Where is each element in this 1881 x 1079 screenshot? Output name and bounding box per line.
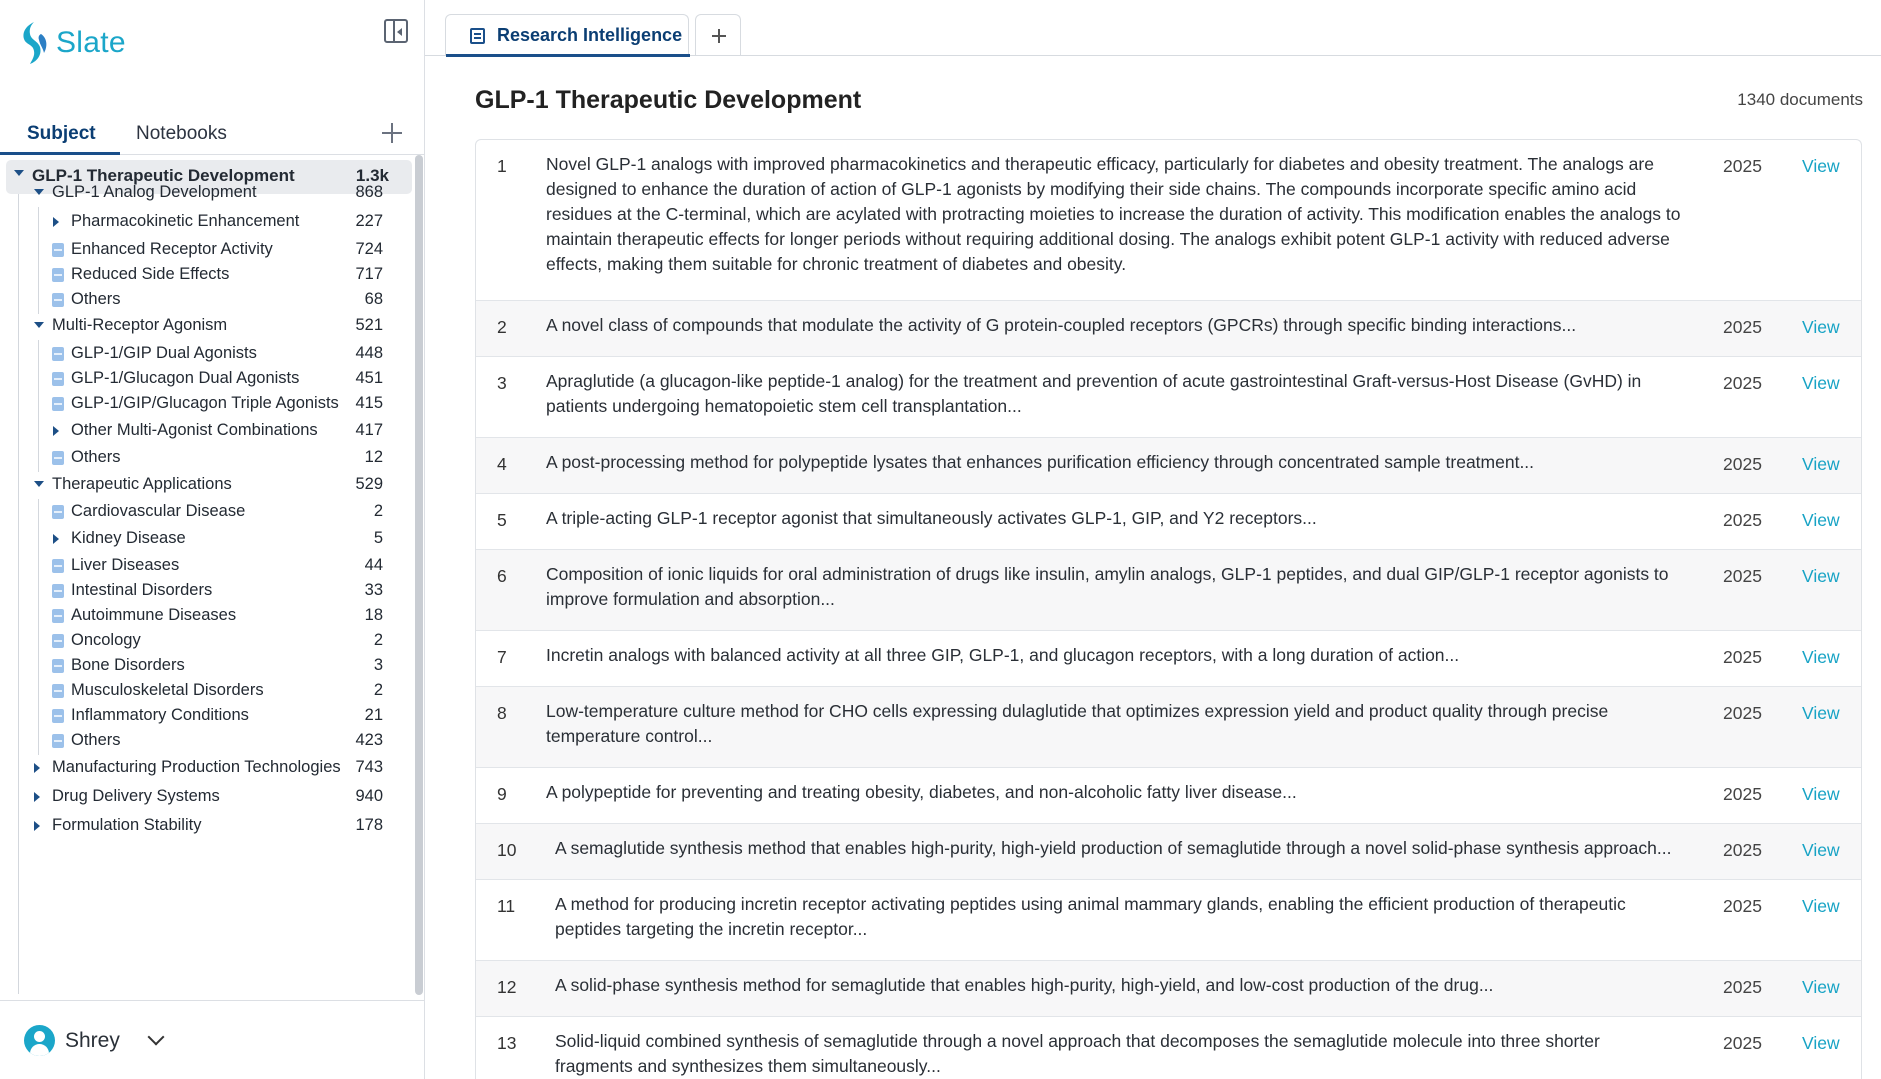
- tree-item-label: Others: [71, 290, 121, 308]
- tree-item-label: Kidney Disease: [71, 529, 186, 547]
- row-number: 9: [497, 784, 507, 804]
- caret-right-icon[interactable]: [34, 763, 40, 773]
- tree-item-count: 44: [364, 556, 383, 574]
- tree-item-count: 2: [373, 631, 383, 649]
- document-icon: [52, 347, 64, 361]
- document-summary: [555, 892, 1626, 942]
- view-link[interactable]: View: [1802, 566, 1840, 586]
- tree-item-count: 3: [373, 656, 383, 674]
- view-link[interactable]: View: [1802, 896, 1840, 916]
- view-link[interactable]: View: [1802, 840, 1840, 860]
- tree-item[interactable]: [0, 783, 410, 813]
- summary-line: Composition of ionic liquids for oral administration of drugs like insulin, amylin analogs, GLP-1 peptides, and dual GIP/GLP-1 receptor agonists to: [546, 564, 1669, 584]
- tree-item-count: 724: [355, 240, 383, 258]
- tree-item-count: 68: [364, 290, 383, 308]
- table-row[interactable]: [476, 687, 1861, 768]
- tree-item-label: Enhanced Receptor Activity: [71, 240, 273, 258]
- avatar: [24, 1025, 55, 1056]
- tree-item-label: Oncology: [71, 631, 141, 649]
- summary-line: A post-processing method for polypeptide lysates that enhances purification efficiency through concentrated sample treatment...: [546, 452, 1535, 472]
- caret-down-icon[interactable]: [34, 481, 44, 487]
- user-name: Shrey: [65, 1029, 120, 1052]
- tab-label: Research Intelligence: [497, 25, 683, 45]
- document-icon: [52, 659, 64, 673]
- row-number: 11: [497, 896, 516, 916]
- document-count: 1340 documents: [1737, 90, 1863, 109]
- document-icon: [52, 584, 64, 598]
- tab-research-intelligence[interactable]: [445, 14, 689, 56]
- document-summary: [546, 643, 1459, 668]
- tree-item-count: 940: [355, 787, 383, 805]
- view-link[interactable]: View: [1802, 373, 1840, 393]
- active-tab-indicator: [446, 54, 690, 57]
- tree-item-count: 178: [355, 816, 383, 834]
- document-summary: [546, 562, 1669, 612]
- document-summary: [555, 836, 1671, 861]
- tree-item-count: 448: [355, 344, 383, 362]
- tree-item-count: 417: [355, 421, 383, 439]
- table-row[interactable]: [476, 1017, 1861, 1079]
- document-summary: [555, 973, 1493, 998]
- table-row[interactable]: [476, 140, 1861, 301]
- subject-tree: [0, 160, 424, 1000]
- document-icon: [52, 451, 64, 465]
- document-year: 2025: [1723, 566, 1762, 586]
- tree-item[interactable]: [0, 208, 410, 238]
- tree-item[interactable]: [0, 444, 410, 474]
- row-number: 8: [497, 703, 507, 723]
- row-number: 13: [497, 1033, 517, 1053]
- slate-logo[interactable]: [20, 20, 126, 66]
- tree-item-label: GLP-1 Therapeutic Development: [32, 166, 295, 185]
- tree-item[interactable]: [0, 312, 410, 342]
- tree-item-label: Multi-Receptor Agonism: [52, 316, 228, 334]
- caret-right-icon[interactable]: [53, 534, 59, 544]
- document-summary: [546, 313, 1576, 338]
- document-icon: [52, 293, 64, 307]
- tab-notebooks[interactable]: Notebooks: [136, 123, 227, 144]
- summary-line: designed to enhance the duration of action of GLP-1 agonists by modifying their side chains. The compounds incorporate specific amino acid: [546, 179, 1637, 199]
- document-year: 2025: [1723, 977, 1762, 997]
- document-year: 2025: [1723, 840, 1762, 860]
- tree-item[interactable]: [0, 390, 410, 420]
- document-summary: [546, 450, 1534, 475]
- tree-item-count: 415: [355, 394, 383, 412]
- document-summary: [546, 152, 1681, 277]
- tree-item-count: 2: [373, 502, 383, 520]
- tree-item-label: GLP-1 Analog Development: [52, 183, 257, 201]
- tree-item-label: GLP-1/GIP Dual Agonists: [71, 344, 257, 362]
- tab-subject[interactable]: Subject: [27, 123, 96, 144]
- document-icon: [52, 734, 64, 748]
- document-icon: [52, 243, 64, 257]
- tree-item-count: 521: [355, 316, 383, 334]
- tree-item[interactable]: [0, 471, 410, 501]
- table-row[interactable]: [476, 357, 1861, 438]
- summary-line: temperature control...: [546, 726, 713, 746]
- caret-right-icon[interactable]: [53, 426, 59, 436]
- summary-line: fragments and synthesizes them simultaneously...: [555, 1056, 941, 1076]
- table-row[interactable]: [476, 880, 1861, 961]
- document-year: 2025: [1723, 454, 1762, 474]
- tree-item-count: 743: [355, 758, 383, 776]
- document-icon: [52, 268, 64, 282]
- view-link[interactable]: View: [1802, 977, 1840, 997]
- tree-item-label: Bone Disorders: [71, 656, 185, 674]
- tree-item-label: Formulation Stability: [52, 816, 202, 834]
- tree-item-count: 18: [364, 606, 383, 624]
- document-icon: [52, 609, 64, 623]
- tree-item-count: 1.3k: [355, 166, 389, 185]
- document-summary: [546, 699, 1608, 749]
- tree-item-label: Reduced Side Effects: [71, 265, 230, 283]
- caret-down-icon[interactable]: [14, 170, 24, 176]
- tree-item-label: Drug Delivery Systems: [52, 787, 220, 805]
- tree-item-label: Therapeutic Applications: [52, 475, 232, 493]
- tree-item-count: 868: [355, 183, 383, 201]
- tree-item-label: Inflammatory Conditions: [71, 706, 249, 724]
- table-row[interactable]: [476, 631, 1861, 687]
- summary-line: Apraglutide (a glucagon-like peptide-1 analog) for the treatment and prevention of acute gastrointestinal Graft-versus-Host Disease (GvHD) in: [546, 371, 1642, 391]
- tree-item-count: 5: [373, 529, 383, 547]
- app-name: Slate: [56, 26, 126, 59]
- document-year: 2025: [1723, 784, 1762, 804]
- document-icon: [470, 28, 485, 44]
- summary-line: Solid-liquid combined synthesis of semaglutide through a novel approach that decomposes the semaglutide molecule into three shorter: [555, 1031, 1600, 1051]
- tree-item[interactable]: [0, 727, 410, 757]
- tree-item-label: Musculoskeletal Disorders: [71, 681, 264, 699]
- tree-item-count: 529: [355, 475, 383, 493]
- tree-item[interactable]: [0, 498, 410, 528]
- tree-item[interactable]: [0, 417, 410, 447]
- active-tab-indicator: [0, 152, 120, 155]
- table-row[interactable]: [476, 494, 1861, 550]
- summary-line: A triple-acting GLP-1 receptor agonist that simultaneously activates GLP-1, GIP, and Y2 receptors...: [546, 508, 1317, 528]
- summary-line: A novel class of compounds that modulate the activity of G protein-coupled receptors (GPCRs) through specific binding interactions...: [546, 315, 1577, 335]
- tree-item-count: 423: [355, 731, 383, 749]
- tree-item-count: 227: [355, 212, 383, 230]
- document-summary: [546, 780, 1297, 805]
- row-number: 6: [497, 566, 507, 586]
- caret-down-icon[interactable]: [34, 189, 44, 195]
- slate-logo-icon: [20, 20, 52, 66]
- new-tab-button[interactable]: [695, 14, 741, 56]
- caret-right-icon[interactable]: [34, 792, 40, 802]
- summary-line: A polypeptide for preventing and treating obesity, diabetes, and non-alcoholic fatty liver disease...: [546, 782, 1297, 802]
- tree-item-count: 33: [364, 581, 383, 599]
- tree-item-label: Liver Diseases: [71, 556, 180, 574]
- tree-item[interactable]: [0, 812, 410, 842]
- caret-right-icon[interactable]: [53, 217, 59, 227]
- tree-item-label: Manufacturing Production Technologies: [52, 758, 341, 776]
- summary-line: effects, making them suitable for chronic treatment of diabetes and obesity.: [546, 254, 1127, 274]
- tree-item-label: Cardiovascular Disease: [71, 502, 246, 520]
- tree-item-count: 21: [364, 706, 383, 724]
- table-row[interactable]: [476, 824, 1861, 880]
- view-link[interactable]: View: [1802, 703, 1840, 723]
- document-list: [475, 139, 1862, 1079]
- summary-line: Low-temperature culture method for CHO cells expressing dulaglutide that optimizes expression yield and product quality through precise: [546, 701, 1609, 721]
- summary-line: A method for producing incretin receptor activating peptides using animal mammary glands, enabling the efficient production of therapeutic: [555, 894, 1626, 914]
- add-icon[interactable]: [380, 121, 404, 145]
- tree-item-label: GLP-1/GIP/Glucagon Triple Agonists: [71, 394, 339, 412]
- tree-item[interactable]: [0, 179, 410, 209]
- summary-line: Incretin analogs with balanced activity at all three GIP, GLP-1, and glucagon receptors, with a long duration of action...: [546, 645, 1460, 665]
- summary-line: maintain therapeutic effects for longer periods without requiring additional dosing. The analogs exhibit potent GLP-1 activity with reduced adverse: [546, 229, 1670, 249]
- tree-item-count: 12: [364, 448, 383, 466]
- document-icon: [52, 709, 64, 723]
- table-row[interactable]: [476, 438, 1861, 494]
- tree-item-label: Other Multi-Agonist Combinations: [71, 421, 318, 439]
- summary-line: patients undergoing hematopoietic stem cell transplantation...: [546, 396, 1022, 416]
- tree-item-count: 717: [355, 265, 383, 283]
- document-year: 2025: [1723, 647, 1762, 667]
- document-summary: [555, 1029, 1600, 1079]
- document-year: 2025: [1723, 703, 1762, 723]
- table-row[interactable]: [476, 550, 1861, 631]
- tree-item-label: Others: [71, 731, 121, 749]
- view-link[interactable]: View: [1802, 784, 1840, 804]
- summary-line: A semaglutide synthesis method that enables high-purity, high-yield production of semaglutide through a novel solid-phase synthesis approach...: [555, 838, 1672, 858]
- tree-item-label: Pharmacokinetic Enhancement: [71, 212, 300, 230]
- document-year: 2025: [1723, 896, 1762, 916]
- row-number: 4: [497, 454, 507, 474]
- row-number: 12: [497, 977, 517, 997]
- user-menu[interactable]: [0, 1000, 424, 1079]
- tree-item[interactable]: [0, 525, 410, 555]
- view-link[interactable]: View: [1802, 317, 1840, 337]
- tree-item-label: Others: [71, 448, 121, 466]
- tree-item[interactable]: [0, 754, 410, 784]
- view-link[interactable]: View: [1802, 156, 1840, 176]
- summary-line: A solid-phase synthesis method for semaglutide that enables high-purity, high-yield, and low-cost production of the drug...: [555, 975, 1494, 995]
- row-number: 1: [497, 156, 507, 176]
- table-row[interactable]: [476, 301, 1861, 357]
- document-summary: [546, 506, 1317, 531]
- table-row[interactable]: [476, 768, 1861, 824]
- document-year: 2025: [1723, 156, 1762, 176]
- summary-line: peptides targeting the incretin receptor...: [555, 919, 868, 939]
- row-number: 3: [497, 373, 507, 393]
- document-year: 2025: [1723, 1033, 1762, 1053]
- summary-line: residues at the C-terminal, which are acylated with protracting moieties to increase the duration of activity. This modification enables the analogs to: [546, 204, 1681, 224]
- row-number: 7: [497, 647, 507, 667]
- row-number: 2: [497, 317, 507, 337]
- sidebar-tabs: [0, 115, 424, 155]
- tree-item-count: 2: [373, 681, 383, 699]
- sidebar-scrollbar[interactable]: [415, 155, 423, 995]
- page-title: GLP-1 Therapeutic Development: [475, 86, 862, 114]
- tree-item-count: 451: [355, 369, 383, 387]
- document-icon: [52, 372, 64, 386]
- document-icon: [52, 634, 64, 648]
- document-year: 2025: [1723, 373, 1762, 393]
- tree-item-label: GLP-1/Glucagon Dual Agonists: [71, 369, 300, 387]
- document-summary: [546, 369, 1641, 419]
- document-icon: [52, 397, 64, 411]
- view-link[interactable]: View: [1802, 647, 1840, 667]
- view-link[interactable]: View: [1802, 1033, 1840, 1053]
- caret-down-icon[interactable]: [34, 322, 44, 328]
- row-number: 5: [497, 510, 507, 530]
- document-year: 2025: [1723, 317, 1762, 337]
- row-number: 10: [497, 840, 517, 860]
- document-year: 2025: [1723, 510, 1762, 530]
- document-icon: [52, 505, 64, 519]
- document-icon: [52, 684, 64, 698]
- summary-line: Novel GLP-1 analogs with improved pharmacokinetics and therapeutic efficacy, particularly for diabetes and obesity treatment. The analogs are: [546, 154, 1654, 174]
- tree-item-label: Intestinal Disorders: [71, 581, 213, 599]
- chevron-down-icon[interactable]: [148, 1029, 165, 1046]
- view-link[interactable]: View: [1802, 454, 1840, 474]
- tab-bar: [425, 0, 1881, 56]
- view-link[interactable]: View: [1802, 510, 1840, 530]
- tree-item-label: Autoimmune Diseases: [71, 606, 237, 624]
- document-icon: [52, 559, 64, 573]
- table-row[interactable]: [476, 961, 1861, 1017]
- sidebar: [0, 0, 425, 1079]
- summary-line: improve formulation and absorption...: [546, 589, 835, 609]
- collapse-sidebar-button[interactable]: [384, 19, 408, 43]
- caret-right-icon[interactable]: [34, 821, 40, 831]
